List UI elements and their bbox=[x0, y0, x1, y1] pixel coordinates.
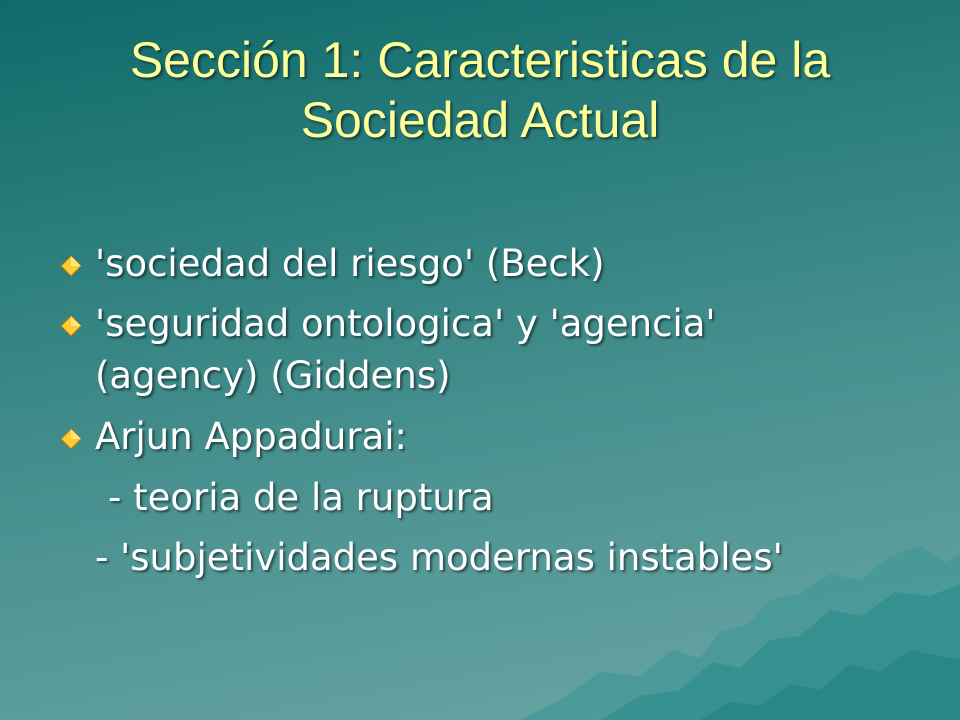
bullet-item-2-continuation: (agency) (Giddens) bbox=[95, 354, 451, 397]
sub-item-2: - 'subjetividades modernas instables' bbox=[95, 536, 783, 579]
slide-title bbox=[60, 30, 900, 150]
title-line-2: Sociedad Actual bbox=[300, 92, 660, 148]
title-line-1: Sección 1: Caracteristicas de la bbox=[129, 32, 831, 88]
sub-item-1: - teoria de la ruptura bbox=[108, 476, 494, 519]
bullet-item-2: 'seguridad ontologica' y 'agencia' bbox=[95, 302, 716, 345]
diamond-bullet-icon bbox=[60, 315, 82, 337]
bullet-item-3: Arjun Appadurai: bbox=[95, 415, 407, 458]
diamond-bullet-icon bbox=[60, 428, 82, 450]
bullet-item-1: 'sociedad del riesgo' (Beck) bbox=[95, 242, 605, 285]
diamond-bullet-icon bbox=[60, 255, 82, 277]
